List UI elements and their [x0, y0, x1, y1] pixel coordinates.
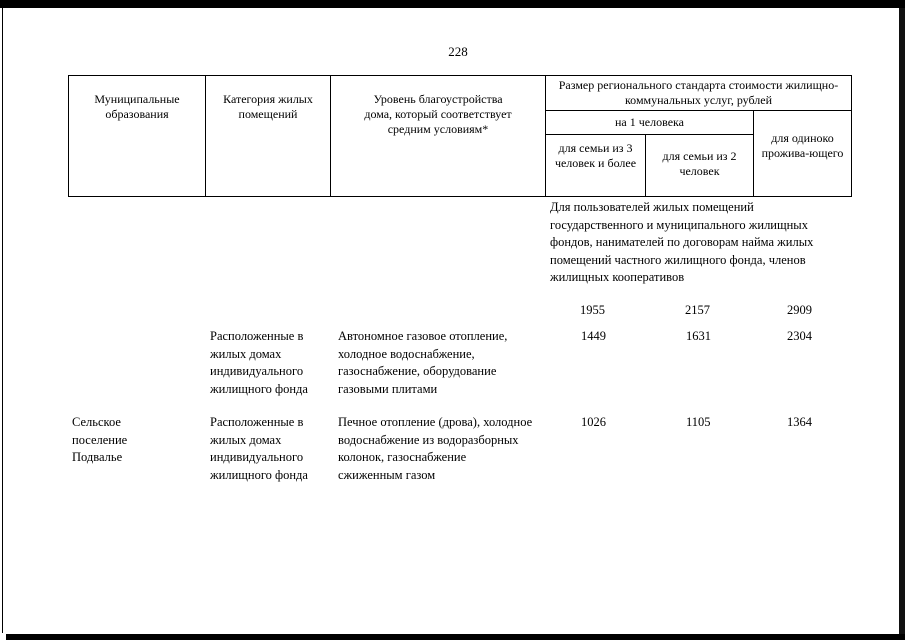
header-category-text: Категория жилых помещений	[223, 92, 313, 121]
row1-value-single: 2304	[787, 329, 812, 343]
row1-value-family2: 1631	[686, 329, 711, 343]
summary-value-family3: 1955	[580, 303, 605, 317]
row1-category: Расположенные в жилых домах индивидуального жилищного фонда	[210, 329, 308, 396]
header-level	[331, 76, 546, 197]
scan-left-border	[2, 8, 3, 633]
header-level-text: Уровень благоустройства дома, который соответствует средним условиям*	[364, 92, 512, 136]
summary-value-family2: 2157	[685, 303, 710, 317]
scan-top-border	[0, 0, 905, 8]
header-per-person	[546, 111, 754, 135]
row2-value-family3: 1026	[581, 415, 606, 429]
header-standard-text: Размер регионального стандарта стоимости жилищно-коммунальных услуг, рублей	[558, 78, 839, 107]
scan-bottom-border	[6, 634, 905, 640]
summary-value-single: 2909	[787, 303, 812, 317]
header-category	[206, 76, 331, 197]
users-note: Для пользователей жилых помещений государственного и муниципального жилищных фондов, нанимателей по договорам найма жилых помещений частного жилищного фонда, членов жилищных кооперативов	[550, 200, 814, 284]
header-single-text: для одиноко прожива-ющего	[761, 131, 844, 160]
header-family3-text: для семьи из 3 человек и более	[554, 141, 637, 170]
page-number: 228	[448, 44, 468, 59]
table-header	[68, 75, 852, 197]
header-family3	[546, 135, 646, 197]
header-standard	[546, 76, 852, 111]
row2-level: Печное отопление (дрова), холодное водоснабжение из водоразборных колонок, газоснабжение сжиженным газом	[338, 415, 533, 482]
row2-value-single: 1364	[787, 415, 812, 429]
row2-value-family2: 1105	[686, 415, 711, 429]
header-single	[754, 111, 852, 197]
scan-right-border	[899, 8, 905, 640]
header-municipal-text: Муниципальные образования	[94, 92, 180, 121]
header-municipal	[69, 76, 206, 197]
row2-municipal: Сельское поселение Подвалье	[72, 415, 128, 464]
header-family2-text: для семьи из 2 человек	[662, 149, 737, 178]
row1-value-family3: 1449	[581, 329, 606, 343]
header-family2	[646, 135, 754, 197]
header-per-person-text: на 1 человека	[615, 115, 684, 129]
row1-level: Автономное газовое отопление, холодное водоснабжение, газоснабжение, оборудование газовыми плитами	[338, 329, 508, 396]
row2-category: Расположенные в жилых домах индивидуального жилищного фонда	[210, 415, 308, 482]
